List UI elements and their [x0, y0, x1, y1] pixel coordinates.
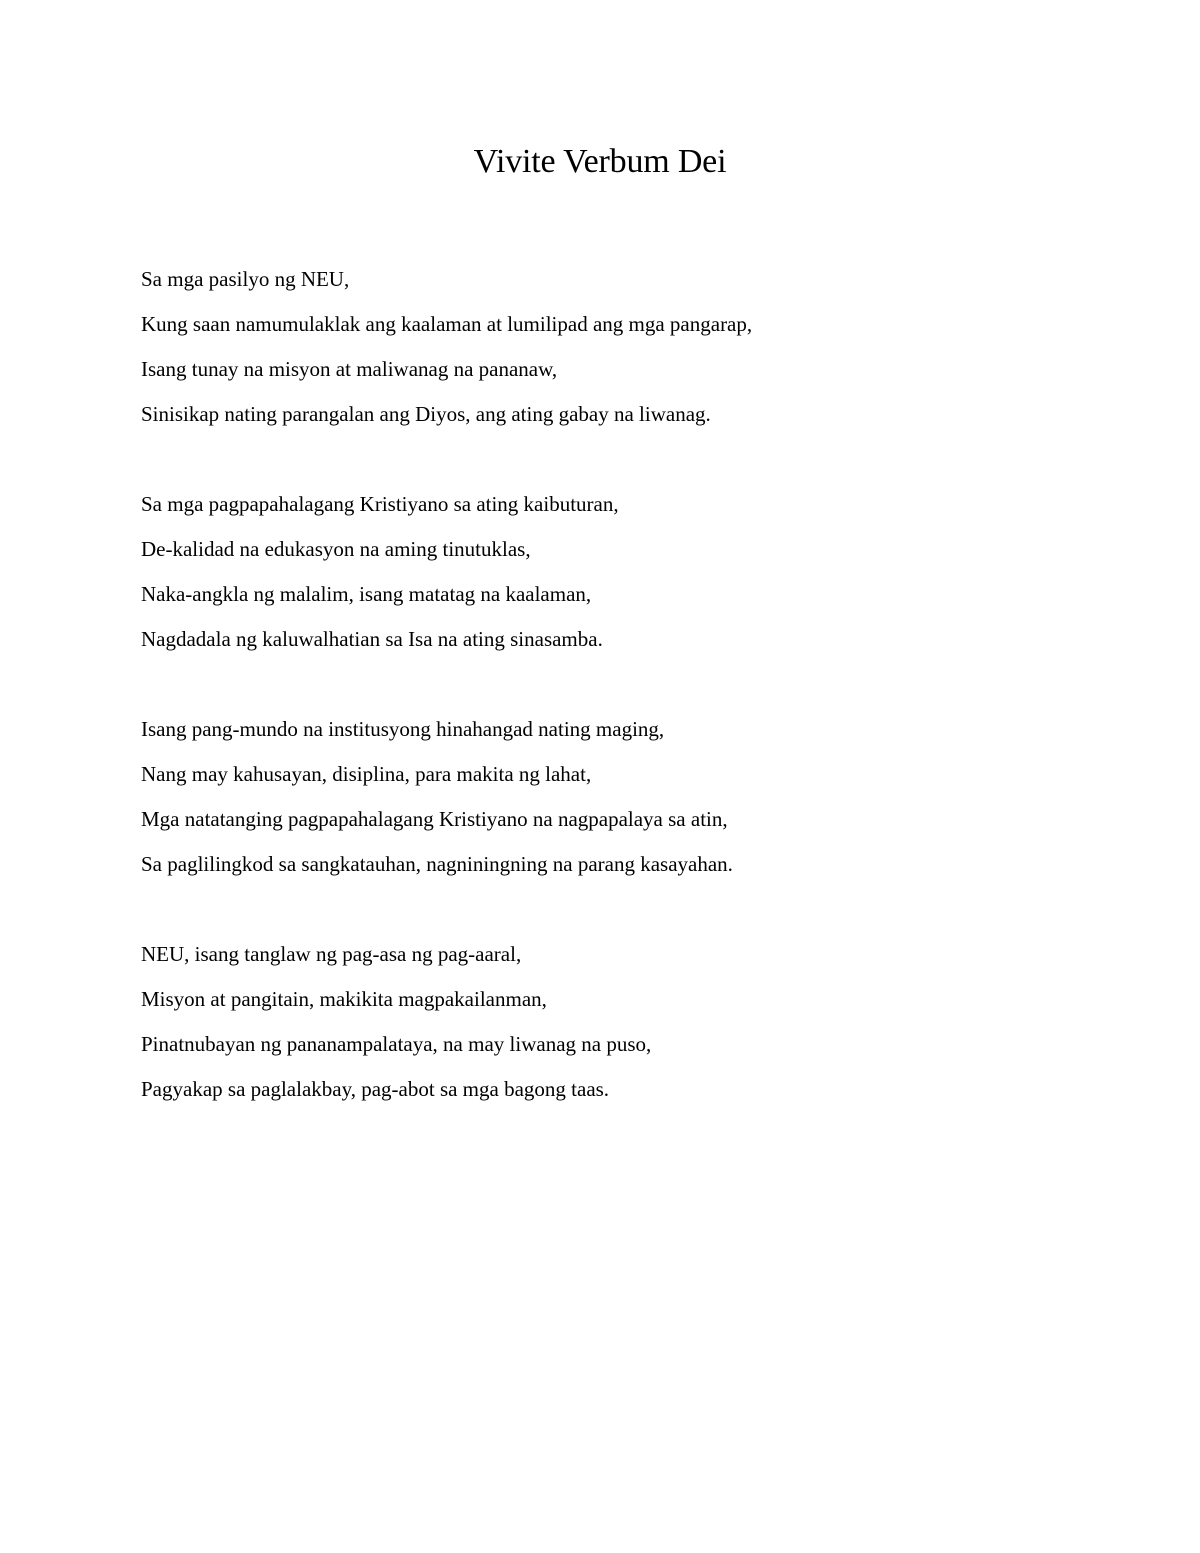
poem-line: Naka-angkla ng malalim, isang matatag na kaalaman, — [141, 582, 592, 606]
poem-line: Isang tunay na misyon at maliwanag na pananaw, — [141, 357, 558, 381]
poem-line: Sa mga pasilyo ng NEU, — [141, 267, 350, 291]
stanza-3 — [141, 707, 1101, 887]
poem-body — [141, 257, 1101, 1157]
poem-line: Pagyakap sa paglalakbay, pag-abot sa mga bagong taas. — [141, 1077, 610, 1101]
poem-line: De-kalidad na edukasyon na aming tinutuklas, — [141, 537, 531, 561]
poem-line: Sinisikap nating parangalan ang Diyos, ang ating gabay na liwanag. — [141, 402, 711, 426]
poem-line: Pinatnubayan ng pananampalataya, na may liwanag na puso, — [141, 1032, 652, 1056]
document-title: Vivite Verbum Dei — [473, 143, 727, 180]
stanza-1 — [141, 257, 1101, 437]
poem-line: Kung saan namumulaklak ang kaalaman at lumilipad ang mga pangarap, — [141, 312, 753, 336]
poem-line: Nang may kahusayan, disiplina, para makita ng lahat, — [141, 762, 592, 786]
poem-line: NEU, isang tanglaw ng pag-asa ng pag-aaral, — [141, 942, 522, 966]
poem-line: Misyon at pangitain, makikita magpakailanman, — [141, 987, 547, 1011]
poem-line: Sa mga pagpapahalagang Kristiyano sa ating kaibuturan, — [141, 492, 619, 516]
poem-line: Mga natatanging pagpapahalagang Kristiyano na nagpapalaya sa atin, — [141, 807, 728, 831]
poem-line: Sa paglilingkod sa sangkatauhan, nagniningning na parang kasayahan. — [141, 852, 733, 876]
stanza-2 — [141, 482, 1101, 662]
stanza-4 — [141, 932, 1101, 1112]
poem-line: Nagdadala ng kaluwalhatian sa Isa na ating sinasamba. — [141, 627, 603, 651]
poem-line: Isang pang-mundo na institusyong hinahangad nating maging, — [141, 717, 665, 741]
